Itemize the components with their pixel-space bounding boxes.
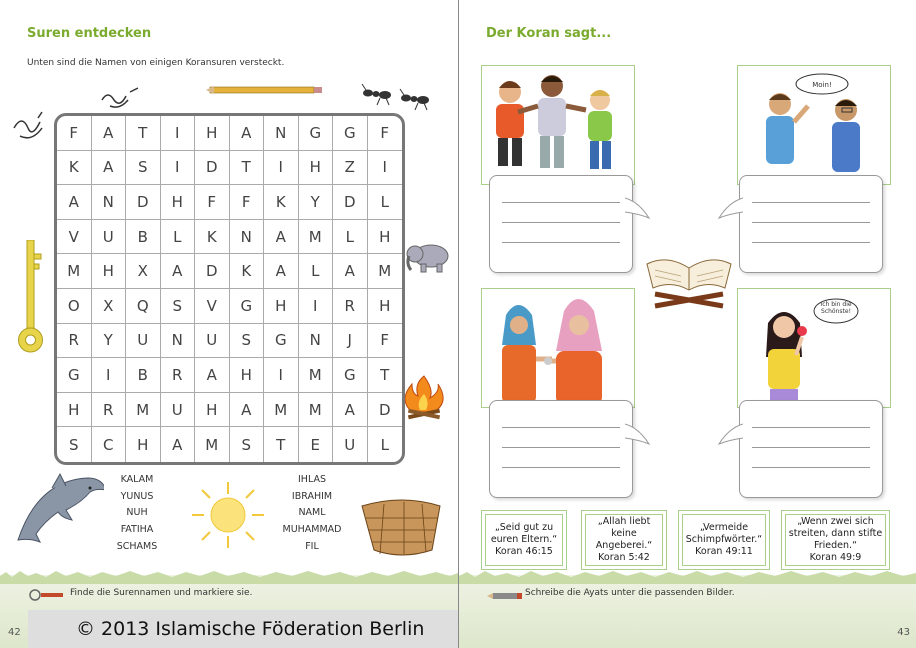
- grid-cell[interactable]: G: [333, 116, 368, 151]
- grid-cell[interactable]: H: [368, 220, 403, 255]
- grid-cell[interactable]: N: [264, 116, 299, 151]
- scene-boys-arguing: [481, 65, 635, 185]
- surah-word: FIL: [305, 540, 319, 552]
- grid-cell[interactable]: H: [195, 116, 230, 151]
- grid-cell[interactable]: A: [333, 393, 368, 428]
- footer-band-right: [459, 575, 916, 648]
- quote-reference: Koran 49:11: [695, 546, 753, 557]
- magnifier-pencil-icon: [27, 588, 67, 602]
- grid-cell[interactable]: A: [195, 358, 230, 393]
- quote-reference: Koran 46:15: [495, 546, 553, 557]
- grid-cell[interactable]: N: [230, 220, 265, 255]
- bubble-tail-3: [625, 422, 651, 446]
- grid-cell[interactable]: R: [57, 324, 92, 359]
- grid-cell[interactable]: M: [299, 220, 334, 255]
- grid-cell[interactable]: E: [299, 427, 334, 462]
- grid-cell[interactable]: F: [195, 185, 230, 220]
- grid-cell[interactable]: M: [299, 358, 334, 393]
- grid-cell[interactable]: G: [57, 358, 92, 393]
- grid-cell[interactable]: F: [368, 116, 403, 151]
- page-title-right: Der Koran sagt...: [486, 26, 612, 41]
- quote-text: „Allah liebt keine Angeberei.“: [595, 516, 653, 551]
- grid-cell[interactable]: S: [230, 427, 265, 462]
- surah-word: SCHAMS: [116, 540, 158, 552]
- page-number-left: 42: [8, 627, 21, 638]
- grid-cell[interactable]: C: [92, 427, 127, 462]
- pencil-icon: [206, 86, 322, 94]
- answer-box-3[interactable]: [489, 400, 633, 498]
- grid-cell[interactable]: N: [161, 324, 196, 359]
- grid-cell[interactable]: X: [92, 289, 127, 324]
- surah-word: FATIHA: [120, 524, 154, 536]
- grid-cell[interactable]: L: [380, 435, 389, 454]
- ark-ship-icon: [360, 494, 442, 564]
- grid-cell[interactable]: F: [57, 116, 92, 151]
- fire-icon: [402, 374, 446, 422]
- grid-cell[interactable]: A: [264, 254, 299, 289]
- surah-word: IBRAHIM: [291, 490, 333, 502]
- grid-cell[interactable]: A: [230, 116, 265, 151]
- grid-cell[interactable]: Z: [333, 151, 368, 186]
- grid-cell[interactable]: U: [126, 324, 161, 359]
- grid-cell[interactable]: A: [92, 151, 127, 186]
- grid-cell[interactable]: K: [195, 220, 230, 255]
- surah-word: MUHAMMAD: [282, 524, 342, 536]
- grid-cell[interactable]: A: [264, 220, 299, 255]
- scene-girl-mirror: [737, 288, 891, 408]
- grid-cell[interactable]: M: [368, 254, 403, 289]
- grid-cell[interactable]: H: [230, 358, 265, 393]
- grid-cell[interactable]: S: [161, 289, 196, 324]
- grid-cell[interactable]: R: [161, 358, 196, 393]
- grid-cell[interactable]: S: [57, 427, 92, 462]
- grid-cell[interactable]: I: [161, 151, 196, 186]
- grid-cell[interactable]: X: [126, 254, 161, 289]
- boys-illustration: [482, 66, 634, 184]
- grid-cell[interactable]: A: [57, 185, 92, 220]
- grid-cell[interactable]: V: [57, 220, 92, 255]
- grid-cell[interactable]: V: [195, 289, 230, 324]
- grid-cell[interactable]: D: [126, 185, 161, 220]
- grid-cell[interactable]: K: [264, 185, 299, 220]
- grid-cell[interactable]: A: [333, 254, 368, 289]
- grid-cell[interactable]: F: [230, 185, 265, 220]
- grid-cell[interactable]: T: [264, 427, 299, 462]
- answer-box-4[interactable]: [739, 400, 883, 498]
- grid-cell[interactable]: H: [126, 427, 161, 462]
- grid-cell[interactable]: A: [161, 427, 196, 462]
- grid-cell[interactable]: K: [230, 254, 265, 289]
- grid-cell[interactable]: R: [92, 393, 127, 428]
- grid-cell[interactable]: I: [299, 289, 334, 324]
- bubble-tail-1: [625, 196, 651, 220]
- grid-cell[interactable]: A: [161, 254, 196, 289]
- grid-cell[interactable]: D: [333, 185, 368, 220]
- grid-cell[interactable]: U: [92, 220, 127, 255]
- word-list-left: [104, 472, 170, 556]
- word-list-right: [272, 472, 352, 556]
- grid-cell[interactable]: H: [368, 289, 403, 324]
- grid-cell[interactable]: D: [368, 393, 403, 428]
- page-number-right: 43: [897, 627, 910, 638]
- grid-cell[interactable]: D: [195, 151, 230, 186]
- grid-cell[interactable]: F: [368, 324, 403, 359]
- surah-word: NUH: [126, 507, 148, 519]
- grid-cell[interactable]: A: [92, 116, 127, 151]
- speech-text-bottom: Ich bin die Schönste!: [820, 301, 852, 315]
- grid-cell[interactable]: B: [126, 358, 161, 393]
- grid-cell[interactable]: U: [195, 324, 230, 359]
- footnote-left: Finde die Surennamen und markiere sie.: [70, 588, 253, 598]
- quran-book-icon: [641, 246, 737, 310]
- page-title-left: Suren entdecken: [27, 26, 152, 41]
- grid-cell[interactable]: M: [264, 393, 299, 428]
- grid-cell[interactable]: L: [299, 254, 334, 289]
- grid-cell[interactable]: L: [333, 220, 368, 255]
- grid-cell[interactable]: M: [299, 393, 334, 428]
- surah-word: YUNUS: [120, 490, 154, 502]
- grid-cell[interactable]: H: [299, 151, 334, 186]
- grid-cell[interactable]: I: [92, 358, 127, 393]
- grid-cell[interactable]: A: [230, 393, 265, 428]
- surah-word: KALAM: [120, 474, 154, 485]
- grid-cell[interactable]: Q: [126, 289, 161, 324]
- grid-cell[interactable]: U: [161, 393, 196, 428]
- grid-cell[interactable]: M: [57, 254, 92, 289]
- grid-cell[interactable]: I: [161, 116, 196, 151]
- grid-cell[interactable]: L: [368, 185, 403, 220]
- girl-illustration: [738, 289, 890, 407]
- bubble-tail-2: [717, 196, 743, 220]
- quote-reference: Koran 49:9: [809, 552, 862, 563]
- quote-card-3: [678, 510, 770, 570]
- grass-decoration: [0, 568, 458, 584]
- grid-cell[interactable]: G: [299, 116, 334, 151]
- key-icon: [16, 240, 46, 358]
- grid-cell[interactable]: G: [333, 358, 368, 393]
- grid-cell[interactable]: N: [92, 185, 127, 220]
- answer-box-1[interactable]: [489, 175, 633, 273]
- ant-icon: [362, 84, 429, 110]
- grid-cell[interactable]: H: [92, 254, 127, 289]
- quote-card-2: [581, 510, 667, 570]
- grid-cell[interactable]: M: [195, 427, 230, 462]
- footnote-right: Schreibe die Ayats unter die passenden Bilder.: [525, 588, 735, 598]
- grid-cell[interactable]: O: [57, 289, 92, 324]
- quote-text: „Vermeide Schimpfwörter.“: [685, 522, 763, 545]
- bubble-tail-4: [717, 422, 743, 446]
- grid-cell[interactable]: T: [230, 151, 265, 186]
- dolphin-icon: [12, 470, 104, 550]
- elephant-icon: [405, 238, 453, 274]
- women-illustration: [482, 289, 634, 407]
- grid-cell[interactable]: D: [195, 254, 230, 289]
- grid-cell[interactable]: U: [333, 427, 368, 462]
- grid-cell[interactable]: K: [57, 151, 92, 186]
- instruction-text: Unten sind die Namen von einigen Koransuren versteckt.: [27, 58, 285, 68]
- grid-cell[interactable]: H: [57, 393, 92, 428]
- quote-card-1: [481, 510, 567, 570]
- grid-cell[interactable]: L: [161, 220, 196, 255]
- men-illustration: [738, 66, 890, 184]
- right-page: [459, 0, 916, 648]
- quote-card-4: [781, 510, 890, 570]
- grid-cell[interactable]: I: [368, 151, 403, 186]
- grid-cell[interactable]: H: [264, 289, 299, 324]
- grass-decoration: [459, 568, 916, 584]
- speech-text-top: Moin!: [812, 81, 832, 89]
- grid-cell[interactable]: J: [333, 324, 368, 359]
- quote-text: „Wenn zwei sich streiten, dann stifte Frieden.“: [788, 516, 883, 551]
- grid-cell[interactable]: S: [230, 324, 265, 359]
- copyright-notice: © 2013 Islamische Föderation Berlin: [28, 610, 458, 648]
- grid-cell[interactable]: I: [264, 151, 299, 186]
- surah-word: IHLAS: [298, 474, 326, 485]
- pencil-footer-icon: [487, 590, 523, 602]
- grid-cell[interactable]: I: [264, 358, 299, 393]
- quote-text: „Seid gut zu euren Eltern.“: [490, 522, 558, 545]
- grid-cell[interactable]: T: [126, 116, 161, 151]
- grid-cell[interactable]: T: [368, 358, 403, 393]
- scene-women-giving: [481, 288, 635, 408]
- grid-cell[interactable]: B: [126, 220, 161, 255]
- grid-cell[interactable]: M: [126, 393, 161, 428]
- grid-cell[interactable]: R: [333, 289, 368, 324]
- grid-cell[interactable]: Y: [92, 324, 127, 359]
- quote-reference: Koran 5:42: [598, 552, 650, 563]
- grid-cell[interactable]: S: [126, 151, 161, 186]
- grid-cell[interactable]: G: [230, 289, 265, 324]
- sun-icon: [188, 480, 268, 550]
- word-search-grid: [54, 113, 405, 465]
- scene-men-talking: [737, 65, 891, 185]
- answer-box-2[interactable]: [739, 175, 883, 273]
- grid-cell[interactable]: N: [299, 324, 334, 359]
- grid-cell[interactable]: H: [161, 185, 196, 220]
- grid-cell[interactable]: Y: [299, 185, 334, 220]
- surah-word: NAML: [298, 507, 326, 519]
- grid-cell[interactable]: H: [195, 393, 230, 428]
- grid-cell[interactable]: G: [264, 324, 299, 359]
